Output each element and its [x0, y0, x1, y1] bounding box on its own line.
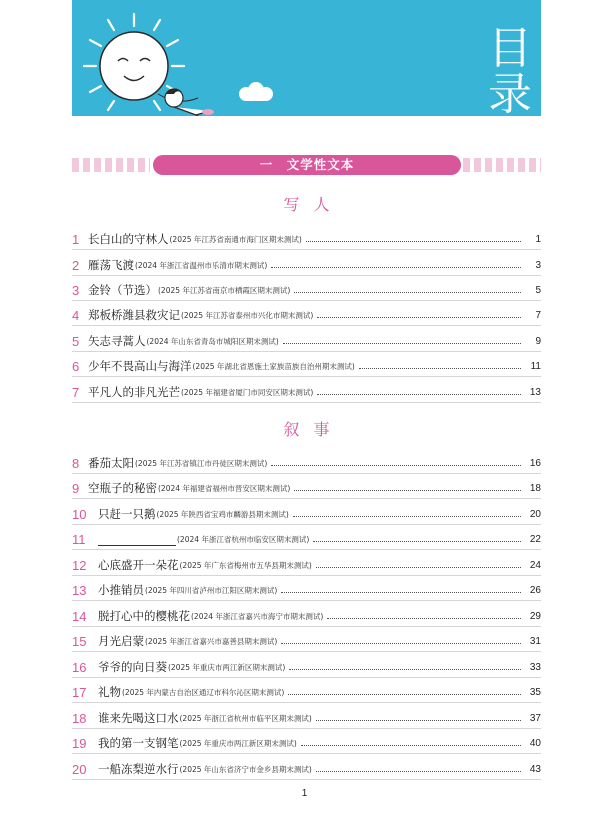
toc-number: 7	[72, 384, 80, 400]
leader-dots	[283, 342, 521, 344]
toc-number: 19	[72, 735, 87, 751]
toc-page: 20	[529, 508, 541, 520]
toc-source: (2024 年福建省福州市晋安区期末测试)	[158, 483, 291, 493]
toc-title: 长白山的守林人	[88, 232, 169, 246]
toc-number: 4	[72, 307, 80, 323]
toc-source: (2025 年重庆市两江新区期末测试)	[168, 662, 286, 672]
toc-number: 15	[72, 633, 87, 649]
toc-page: 29	[529, 610, 541, 622]
toc-source: (2024 年浙江省杭州市临安区期末测试)	[177, 534, 310, 544]
toc-source: (2025 年内蒙古自治区通辽市科尔沁区期末测试)	[122, 687, 285, 697]
toc-page: 22	[529, 533, 541, 545]
toc-title: 雁荡飞渡	[88, 258, 134, 272]
toc-page: 18	[529, 482, 541, 494]
leader-dots	[327, 617, 521, 619]
toc-page: 40	[529, 737, 541, 749]
sun-and-child-illustration	[78, 6, 293, 116]
header-banner	[72, 0, 541, 116]
toc-row[interactable]	[72, 708, 541, 729]
toc-row[interactable]	[72, 453, 541, 474]
page-title: 目录	[488, 23, 532, 116]
toc-page: 5	[535, 284, 541, 296]
toc-source: (2025 年湖北省恩施土家族苗族自治州期末测试)	[192, 361, 355, 371]
toc-page: 11	[530, 360, 541, 372]
toc-title: 只赶一只鹅	[98, 507, 156, 521]
toc-row[interactable]	[72, 733, 541, 754]
leader-dots	[313, 540, 521, 542]
toc-source: (2025 年重庆市两江新区期末测试)	[179, 738, 297, 748]
toc-row[interactable]	[72, 229, 541, 250]
toc-title: 金铃（节选）	[88, 283, 157, 297]
leader-dots	[281, 642, 521, 644]
toc-row[interactable]	[72, 580, 541, 601]
toc-row[interactable]	[72, 631, 541, 652]
toc-source: (2025 年江苏省南京市栖霞区期末测试)	[158, 285, 291, 295]
toc-source: (2025 年江苏省南通市海门区期末测试)	[169, 234, 302, 244]
toc-row[interactable]	[72, 478, 541, 499]
section-title: 一 文学性文本	[153, 155, 461, 175]
leader-dots	[316, 719, 521, 721]
group-heading-narrative: 叙事	[283, 420, 344, 439]
toc-number: 18	[72, 710, 87, 726]
leader-dots	[293, 515, 521, 517]
toc-source: (2024 年浙江省嘉兴市海宁市期末测试)	[191, 611, 324, 621]
toc-title: 脱打心中的樱桃花	[98, 609, 190, 623]
toc-source: (2025 年江苏省镇江市丹徒区期末测试)	[135, 458, 268, 468]
toc-page: 33	[529, 661, 541, 673]
toc-source: (2025 年浙江省嘉兴市嘉善县期末测试)	[145, 636, 278, 646]
toc-number: 8	[72, 455, 80, 471]
toc-number: 20	[72, 761, 87, 777]
toc-source: (2025 年江苏省泰州市兴化市期末测试)	[181, 310, 314, 320]
toc-number: 14	[72, 608, 87, 624]
toc-source: (2024 年浙江省温州市乐清市期末测试)	[135, 260, 268, 270]
toc-row[interactable]	[72, 280, 541, 301]
toc-title: 月光启蒙	[98, 634, 144, 648]
page-number: 1	[301, 788, 308, 799]
decorative-stripe-right	[463, 158, 541, 172]
toc-title-blank	[98, 533, 176, 546]
toc-title: 少年不畏高山与海洋	[88, 359, 192, 373]
toc-source: (2025 年四川省泸州市江阳区期末测试)	[145, 585, 278, 595]
toc-page: 31	[529, 635, 541, 647]
toc-title: 礼物	[98, 685, 121, 699]
toc-page: 43	[529, 763, 541, 775]
toc-title: 空瓶子的秘密	[88, 481, 157, 495]
leader-dots	[294, 291, 521, 293]
toc-page: 37	[529, 712, 541, 724]
toc-source: (2025 年广东省梅州市五华县期末测试)	[179, 560, 312, 570]
toc-row[interactable]	[72, 356, 541, 377]
toc-row[interactable]	[72, 331, 541, 352]
toc-number: 5	[72, 333, 80, 349]
toc-page: 16	[529, 457, 541, 469]
toc-page: 13	[529, 386, 541, 398]
toc-page: 9	[535, 335, 541, 347]
toc-number: 11	[72, 531, 86, 547]
leader-dots	[317, 316, 521, 318]
leader-dots	[316, 770, 521, 772]
decorative-stripe-left	[72, 158, 150, 172]
toc-page: 24	[529, 559, 541, 571]
toc-number: 9	[72, 480, 80, 496]
toc-title: 爷爷的向日葵	[98, 660, 167, 674]
toc-row[interactable]	[72, 305, 541, 326]
toc-source: (2025 年陕西省宝鸡市麟游县期末测试)	[156, 509, 289, 519]
toc-title: 矢志寻蒿人	[88, 334, 146, 348]
toc-row[interactable]	[72, 606, 541, 627]
leader-dots	[288, 693, 521, 695]
toc-source: (2025 年浙江省杭州市临平区期末测试)	[179, 713, 312, 723]
leader-dots	[294, 489, 521, 491]
toc-page: 35	[529, 686, 541, 698]
toc-row[interactable]	[72, 255, 541, 276]
toc-number: 12	[72, 557, 87, 573]
leader-dots	[359, 367, 521, 369]
toc-number: 17	[72, 684, 87, 700]
toc-title: 心底盛开一朵花	[98, 558, 179, 572]
toc-row[interactable]	[72, 759, 541, 780]
section-header	[72, 155, 541, 175]
group-heading-portrait: 写人	[283, 195, 344, 214]
toc-title: 番茄太阳	[88, 456, 134, 470]
toc-row[interactable]	[72, 529, 541, 550]
toc-title: 谁来先喝这口水	[98, 711, 179, 725]
toc-number: 1	[72, 231, 80, 247]
toc-row[interactable]	[72, 657, 541, 678]
toc-row[interactable]	[72, 382, 541, 403]
toc-title: 郑板桥潍县救灾记	[88, 308, 180, 322]
toc-title: 一船冻梨逆水行	[98, 762, 179, 776]
toc-number: 10	[72, 506, 87, 522]
toc-page: 3	[535, 259, 541, 271]
toc-source: (2025 年山东省济宁市金乡县期末测试)	[179, 764, 312, 774]
leader-dots	[316, 566, 521, 568]
toc-row[interactable]	[72, 504, 541, 525]
toc-source: (2024 年山东省青岛市城阳区期末测试)	[146, 336, 279, 346]
toc-row[interactable]	[72, 555, 541, 576]
leader-dots	[281, 591, 521, 593]
leader-dots	[301, 744, 521, 746]
toc-title: 我的第一支钢笔	[98, 736, 179, 750]
toc-title: 小推销员	[98, 583, 144, 597]
toc-page: 7	[535, 309, 541, 321]
toc-number: 2	[72, 257, 80, 273]
leader-dots	[271, 464, 521, 466]
toc-source: (2025 年福建省厦门市同安区期末测试)	[181, 387, 314, 397]
leader-dots	[271, 266, 521, 268]
toc-number: 16	[72, 659, 87, 675]
leader-dots	[306, 240, 521, 242]
toc-title: 平凡人的非凡光芒	[88, 385, 180, 399]
toc-number: 6	[72, 358, 80, 374]
leader-dots	[289, 668, 521, 670]
toc-page: 26	[529, 584, 541, 596]
toc-row[interactable]	[72, 682, 541, 703]
leader-dots	[317, 393, 521, 395]
toc-page: 1	[535, 233, 541, 245]
toc-number: 3	[72, 282, 80, 298]
toc-number: 13	[72, 582, 87, 598]
